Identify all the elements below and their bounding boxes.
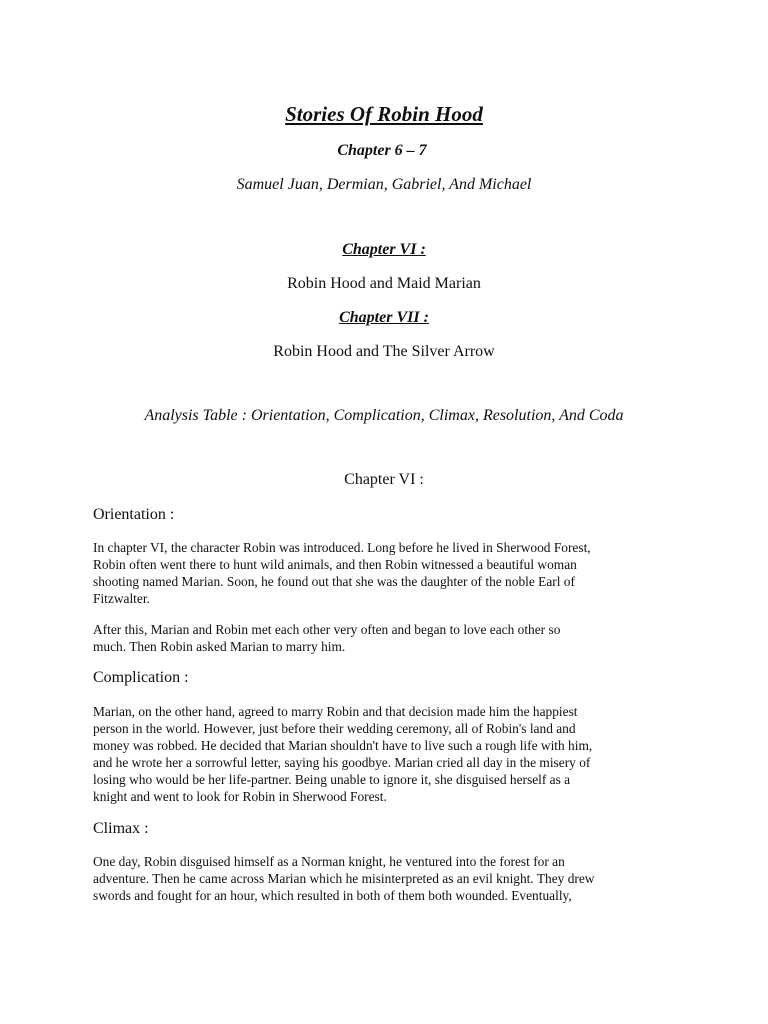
- complication-paragraph: [93, 703, 678, 805]
- text-line: much. Then Robin asked Marian to marry him.: [93, 639, 346, 654]
- chapter-7-name: Robin Hood and The Silver Arrow: [273, 343, 495, 360]
- chapter-7-heading: Chapter VII :: [339, 309, 429, 326]
- authors-line: Samuel Juan, Dermian, Gabriel, And Michael: [236, 176, 532, 193]
- climax-paragraph: [93, 853, 678, 904]
- orientation-heading: Orientation :: [93, 506, 175, 523]
- climax-heading: Climax :: [93, 820, 149, 837]
- text-line: person in the world. However, just before their wedding ceremony, all of Robin's land and: [93, 721, 576, 736]
- text-line: Marian, on the other hand, agreed to marry Robin and that decision made him the happiest: [93, 704, 578, 719]
- text-line: One day, Robin disguised himself as a Norman knight, he ventured into the forest for an: [93, 854, 565, 869]
- text-line: shooting named Marian. Soon, he found out that she was the daughter of the noble Earl of: [93, 574, 575, 589]
- complication-heading: Complication :: [93, 669, 189, 686]
- document-title: Stories Of Robin Hood: [285, 102, 483, 126]
- chapter-6-heading: Chapter VI :: [342, 241, 426, 258]
- analysis-title: Analysis Table : Orientation, Complication, Climax, Resolution, And Coda: [144, 407, 624, 424]
- text-line: knight and went to look for Robin in Sherwood Forest.: [93, 789, 387, 804]
- text-line: swords and fought for an hour, which resulted in both of them both wounded. Eventually,: [93, 888, 572, 903]
- text-line: losing who would be her life-partner. Being unable to ignore it, she disguised herself as a: [93, 772, 571, 787]
- orientation-paragraph-2: [93, 621, 678, 655]
- section-chapter-heading: Chapter VI :: [344, 471, 424, 488]
- text-line: money was robbed. He decided that Marian shouldn't have to live such a rough life with him,: [93, 738, 593, 753]
- text-line: and he wrote her a sorrowful letter, saying his goodbye. Marian cried all day in the misery of: [93, 755, 591, 770]
- text-line: Robin often went there to hunt wild animals, and then Robin witnessed a beautiful woman: [93, 557, 577, 572]
- text-line: Fitzwalter.: [93, 591, 150, 606]
- text-line: adventure. Then he came across Marian which he misinterpreted as an evil knight. They drew: [93, 871, 595, 886]
- text-line: After this, Marian and Robin met each other very often and began to love each other so: [93, 622, 561, 637]
- orientation-paragraph-1: [93, 539, 678, 607]
- text-line: In chapter VI, the character Robin was introduced. Long before he lived in Sherwood Forest,: [93, 540, 591, 555]
- chapter-6-name: Robin Hood and Maid Marian: [287, 275, 481, 292]
- chapters-range: Chapter 6 – 7: [337, 142, 427, 159]
